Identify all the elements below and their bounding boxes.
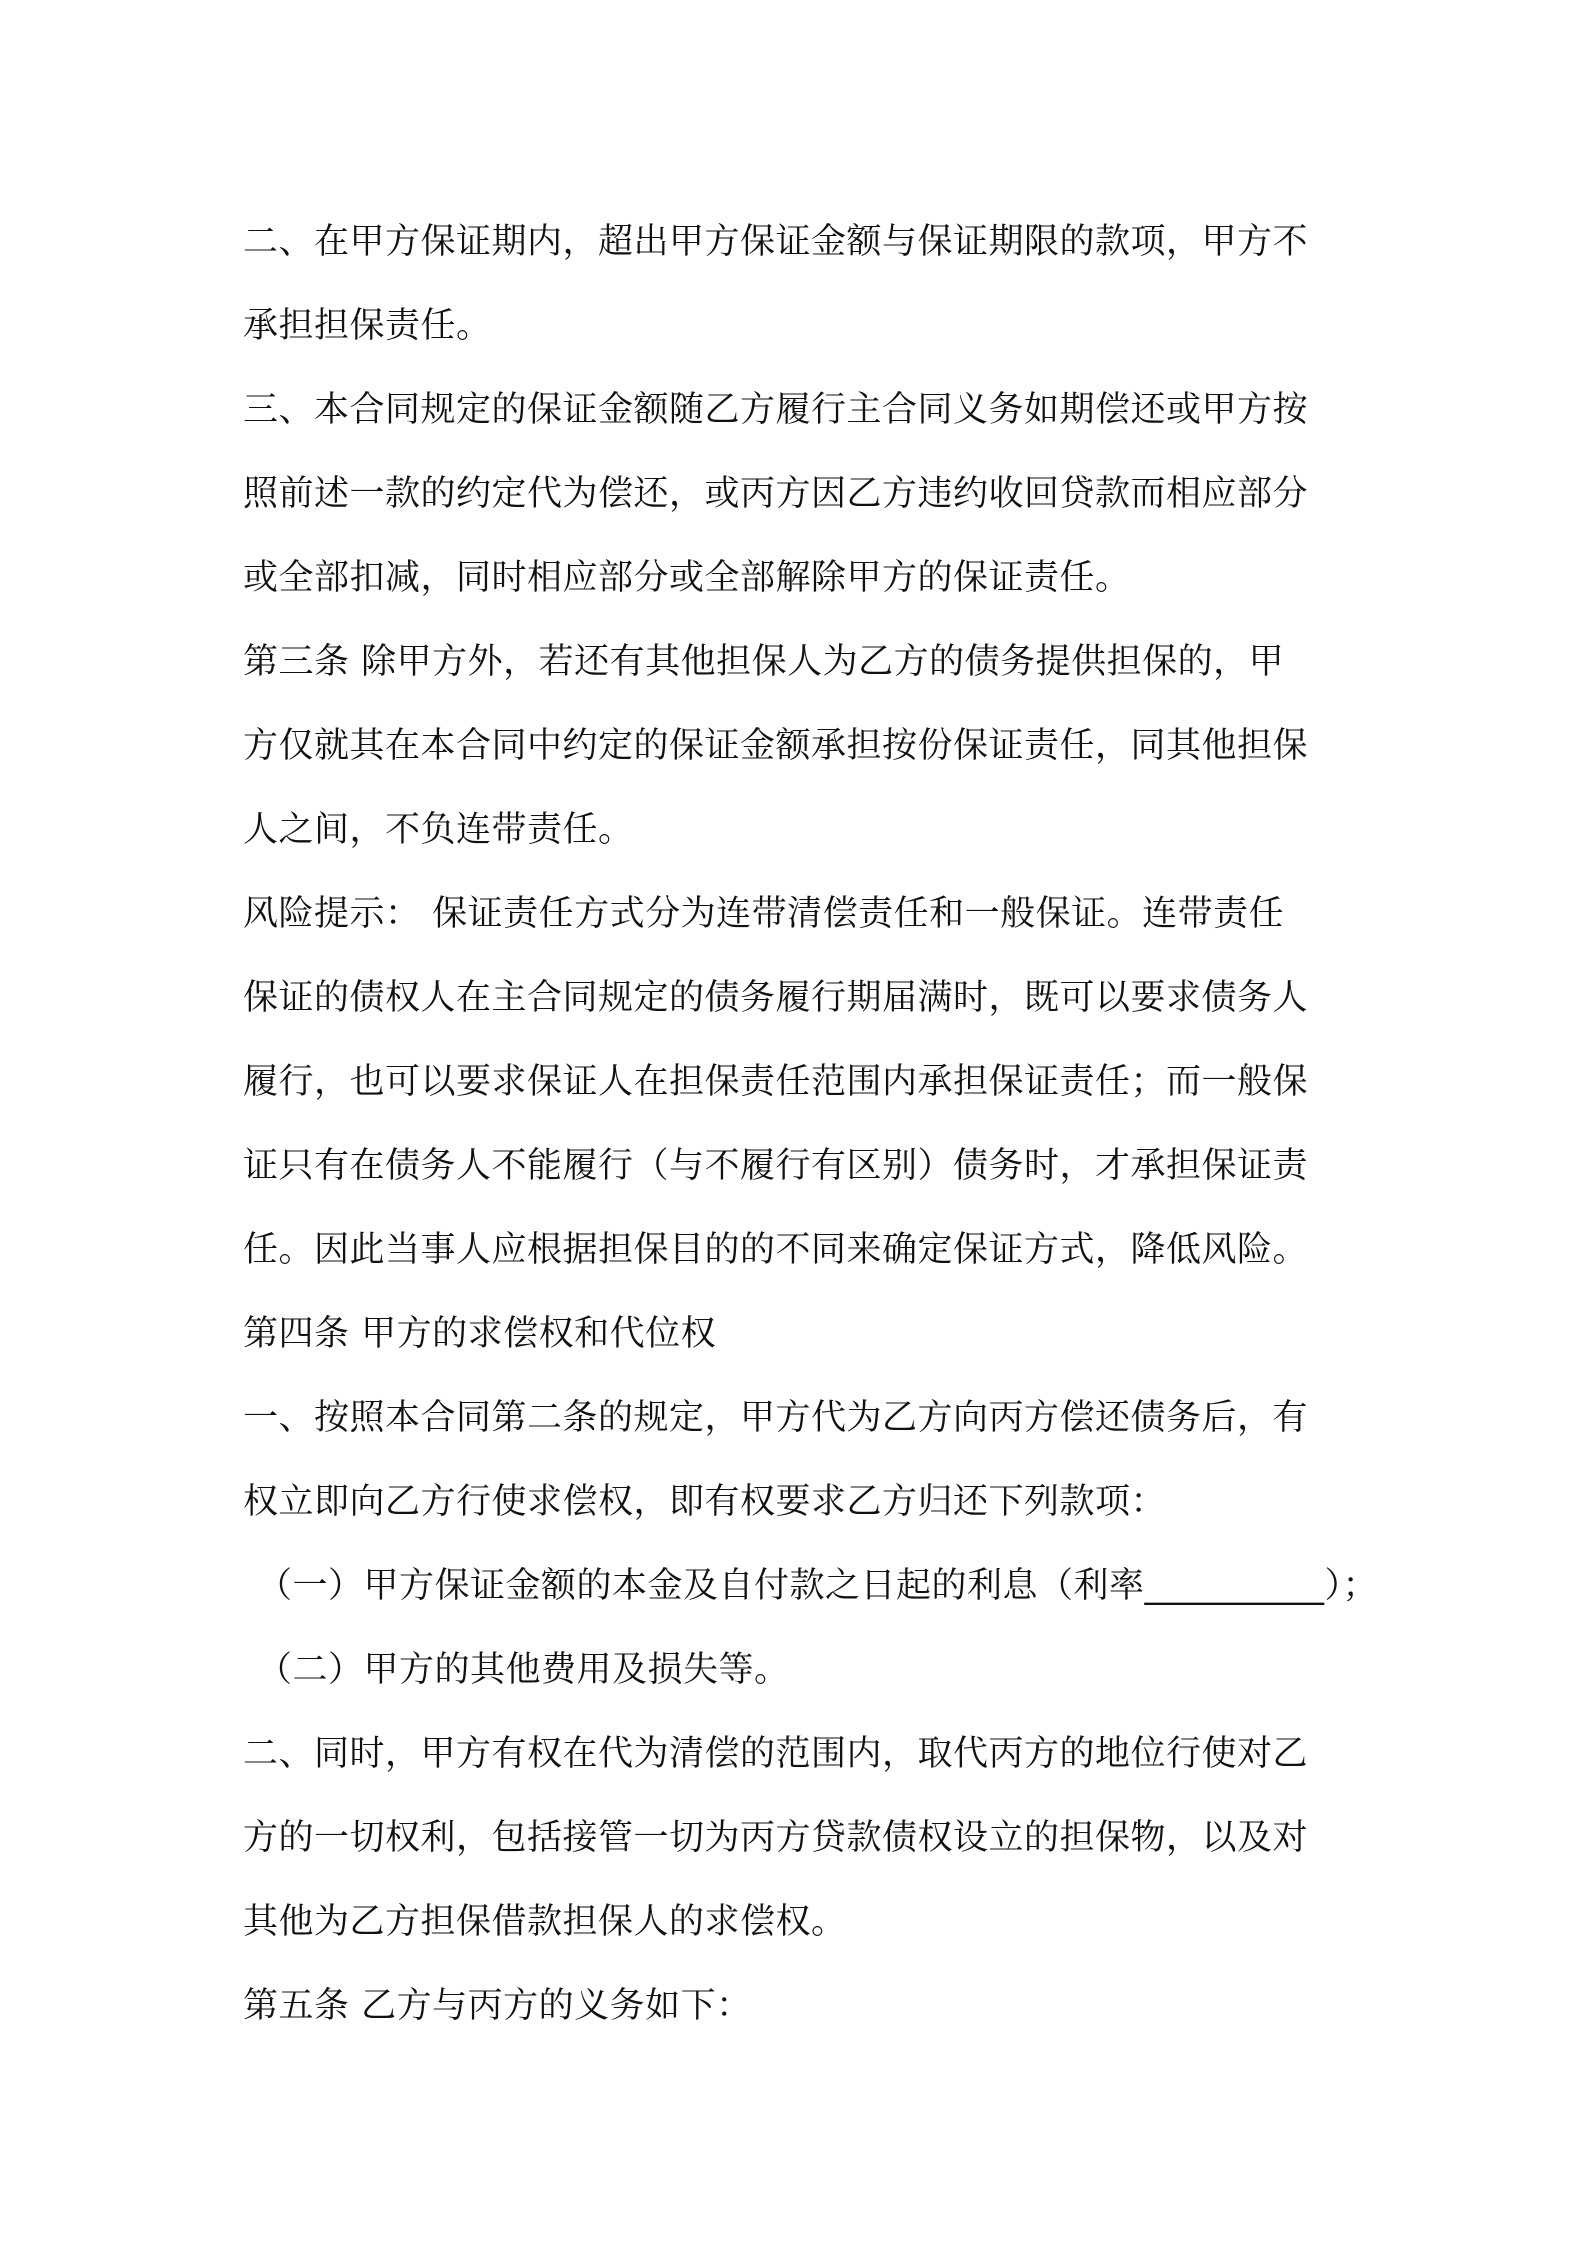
document-body: [243, 200, 1379, 2048]
text-line: 第三条 除甲方外，若还有其他担保人为乙方的债务提供担保的，甲: [243, 642, 1285, 682]
text-line: 方仅就其在本合同中约定的保证金额承担按份保证责任，同其他担保: [243, 726, 1309, 766]
text-line: 照前述一款的约定代为偿还，或丙方因乙方违约收回贷款而相应部分: [243, 474, 1309, 514]
text-line: 履行，也可以要求保证人在担保责任范围内承担保证责任；而一般保: [243, 1062, 1309, 1102]
text-line: 二、在甲方保证期内，超出甲方保证金额与保证期限的款项，甲方不: [243, 222, 1309, 262]
text-line: 其他为乙方担保借款担保人的求偿权。: [243, 1902, 847, 1942]
text-line: 一、按照本合同第二条的规定，甲方代为乙方向丙方偿还债务后，有: [243, 1398, 1309, 1438]
text-line: 方的一切权利，包括接管一切为丙方贷款债权设立的担保物，以及对: [243, 1818, 1309, 1858]
text-line: 第四条 甲方的求偿权和代位权: [243, 1314, 717, 1354]
text-line: 任。因此当事人应根据担保目的的不同来确定保证方式，降低风险。: [243, 1230, 1309, 1270]
text-line: 三、本合同规定的保证金额随乙方履行主合同义务如期偿还或甲方按: [243, 390, 1309, 430]
text-line: 保证的债权人在主合同规定的债务履行期届满时，既可以要求债务人: [243, 978, 1309, 1018]
text-line: 风险提示： 保证责任方式分为连带清偿责任和一般保证。连带责任: [243, 894, 1285, 934]
text-line: 人之间，不负连带责任。: [243, 810, 634, 850]
text-line: 承担担保责任。: [243, 306, 492, 346]
text-line: （二）甲方的其他费用及损失等。: [257, 1650, 790, 1690]
text-line: 第五条 乙方与丙方的义务如下：: [243, 1986, 752, 2026]
text-line: 二、同时，甲方有权在代为清偿的范围内，取代丙方的地位行使对乙: [243, 1734, 1309, 1774]
text-line: 或全部扣减，同时相应部分或全部解除甲方的保证责任。: [243, 558, 1131, 598]
text-line: （一）甲方保证金额的本金及自付款之日起的利息（利率__________）；: [257, 1566, 1379, 1606]
text-line: 证只有在债务人不能履行（与不履行有区别）债务时，才承担保证责: [243, 1146, 1309, 1186]
text-line: 权立即向乙方行使求偿权，即有权要求乙方归还下列款项：: [243, 1482, 1167, 1522]
